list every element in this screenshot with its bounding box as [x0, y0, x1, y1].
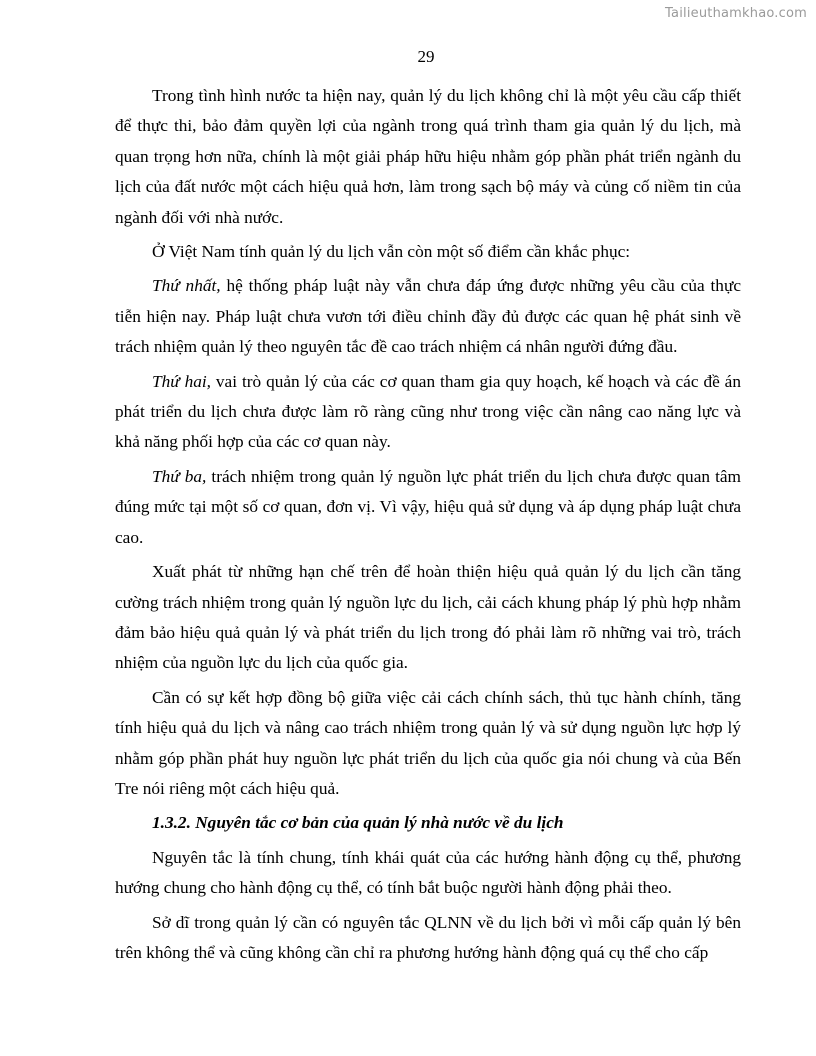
paragraph: Cần có sự kết hợp đồng bộ giữa việc cải cách chính sách, thủ tục hành chính, tăng tính hiệu quả du lịch và nâng cao trách nhiệm trong quản lý và sử dụng nguồn lực hợp lý nhằm góp phần phát huy nguồn lực phát triển du lịch của quốc gia nói chung và của Bến Tre nói riêng một cách hiệu quả. — [115, 687, 741, 798]
section-heading: 1.3.2. Nguyên tắc cơ bản của quản lý nhà nước về du lịch — [152, 813, 564, 833]
paragraph-text: trách nhiệm trong quản lý nguồn lực phát triển du lịch chưa được quan tâm đúng mức tại một số cơ quan, đơn vị. Vì vậy, hiệu quả sử dụng và áp dụng pháp luật chưa cao. — [115, 466, 741, 547]
paragraph-text: hệ thống pháp luật này vẫn chưa đáp ứng được những yêu cầu của thực tiễn hiện nay. Pháp luật chưa vươn tới điều chỉnh đầy đủ được các quan hệ phát sinh về trách nhiệm quản lý theo nguyên tắc đề cao trách nhiệm cá nhân người đứng đầu. — [115, 276, 741, 357]
paragraph — [115, 367, 741, 458]
watermark: Tailieuthamkhao.com — [665, 6, 807, 21]
paragraph — [115, 462, 741, 553]
paragraph — [115, 271, 741, 362]
paragraph: Xuất phát từ những hạn chế trên để hoàn thiện hiệu quả quản lý du lịch cần tăng cường trách nhiệm trong quản lý nguồn lực du lịch, cải cách khung pháp lý phù hợp nhằm đảm bảo hiệu quả quản lý và phát triển du lịch trong đó phải làm rõ những vai trò, trách nhiệm của nguồn lực du lịch của quốc gia. — [115, 562, 741, 673]
paragraph-lead: Thứ hai, — [152, 371, 211, 391]
paragraph-text: vai trò quản lý của các cơ quan tham gia quy hoạch, kế hoạch và các đề án phát triển du lịch chưa được làm rõ ràng cũng như trong việc cần nâng cao năng lực và khả năng phối hợp của các cơ quan này. — [115, 371, 741, 452]
page-number: 29 — [417, 47, 435, 66]
paragraph-lead: Thứ nhất, — [152, 276, 221, 296]
document-body — [115, 81, 741, 972]
paragraph: Trong tình hình nước ta hiện nay, quản lý du lịch không chỉ là một yêu cầu cấp thiết để thực thi, bảo đảm quyền lợi của ngành trong quá trình tham gia quản lý du lịch, mà quan trọng hơn nữa, chính là một giải pháp hữu hiệu nhằm góp phần phát triển ngành du lịch của đất nước một cách hiệu quả hơn, làm trong sạch bộ máy và củng cố niềm tin của ngành đối với nhà nước. — [115, 86, 741, 227]
paragraph-lead: Thứ ba, — [152, 466, 207, 486]
paragraph: Sở dĩ trong quản lý cần có nguyên tắc QLNN về du lịch bởi vì mỗi cấp quản lý bên trên không thể và cũng không cần chỉ ra phương hướng hành động quá cụ thể cho cấp — [115, 912, 741, 962]
paragraph: Nguyên tắc là tính chung, tính khái quát của các hướng hành động cụ thể, phương hướng chung cho hành động cụ thể, có tính bắt buộc người hành động phải theo. — [115, 847, 741, 898]
paragraph: Ở Việt Nam tính quản lý du lịch vẫn còn một số điểm cần khắc phục: — [152, 242, 631, 262]
